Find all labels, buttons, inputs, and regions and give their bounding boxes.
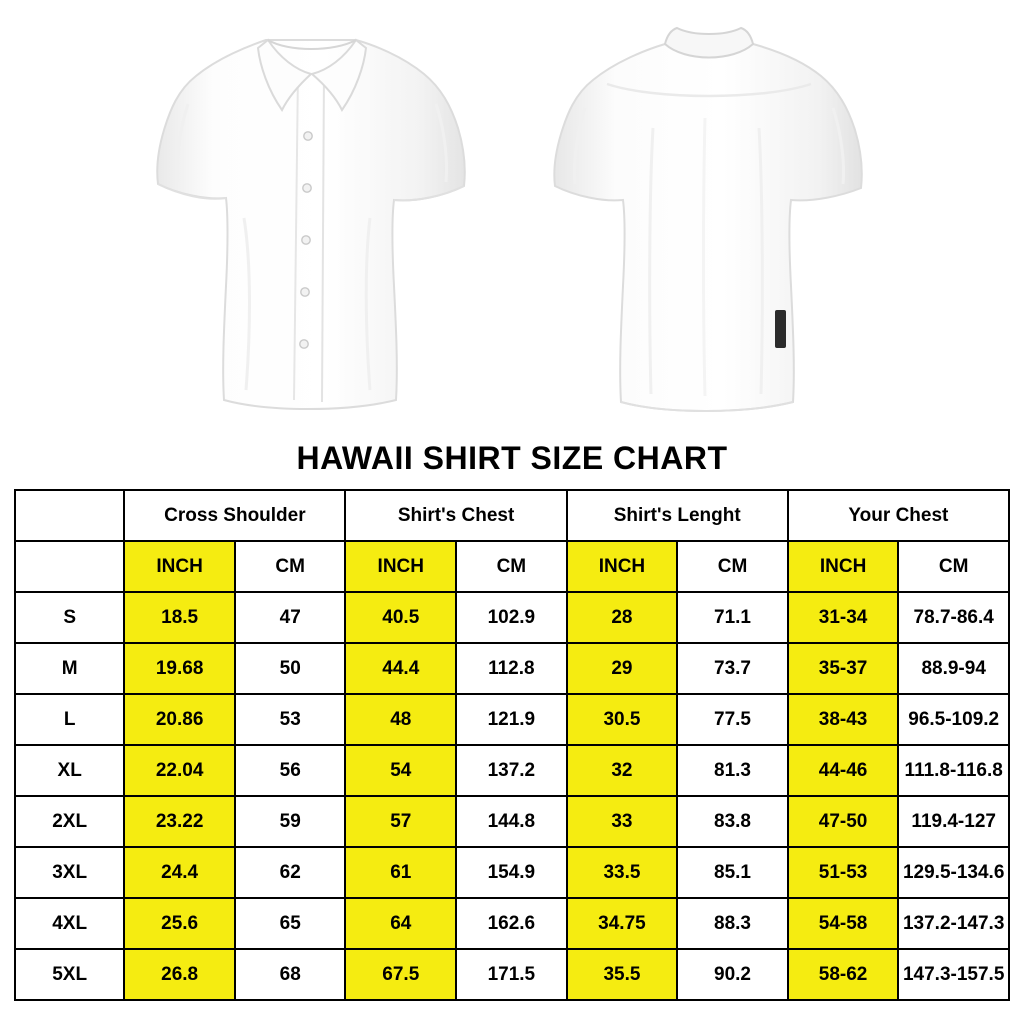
- cell-your-chest-cm: 88.9-94: [898, 643, 1009, 694]
- group-header-shirts-length: Shirt's Lenght: [567, 490, 788, 541]
- cell-your-chest-inch: 38-43: [788, 694, 899, 745]
- cell-length-inch: 30.5: [567, 694, 678, 745]
- cell-chest-cm: 137.2: [456, 745, 567, 796]
- cell-length-inch: 35.5: [567, 949, 678, 1000]
- table-row: [15, 796, 1009, 847]
- cell-length-inch: 33.5: [567, 847, 678, 898]
- cell-cross-shoulder-inch: 25.6: [124, 898, 235, 949]
- shirt-front-view: [148, 18, 478, 418]
- row-size-label: XL: [15, 745, 124, 796]
- group-header-cross-shoulder: Cross Shoulder: [124, 490, 345, 541]
- shirt-illustrations: [0, 0, 1024, 440]
- unit-header-your-chest-inch: INCH: [788, 541, 899, 592]
- row-size-label: M: [15, 643, 124, 694]
- cell-cross-shoulder-cm: 50: [235, 643, 346, 694]
- group-header-your-chest: Your Chest: [788, 490, 1009, 541]
- table-unit-header-row: [15, 541, 1009, 592]
- unit-header-cross-shoulder-cm: CM: [235, 541, 346, 592]
- cell-length-cm: 77.5: [677, 694, 788, 745]
- cell-your-chest-inch: 44-46: [788, 745, 899, 796]
- cell-cross-shoulder-inch: 18.5: [124, 592, 235, 643]
- cell-length-inch: 29: [567, 643, 678, 694]
- row-size-label: S: [15, 592, 124, 643]
- table-group-header-row: [15, 490, 1009, 541]
- row-size-label: 4XL: [15, 898, 124, 949]
- shirt-back-view: [545, 18, 875, 418]
- cell-your-chest-inch: 51-53: [788, 847, 899, 898]
- cell-cross-shoulder-inch: 26.8: [124, 949, 235, 1000]
- cell-chest-cm: 102.9: [456, 592, 567, 643]
- cell-length-inch: 32: [567, 745, 678, 796]
- cell-cross-shoulder-cm: 56: [235, 745, 346, 796]
- cell-length-cm: 85.1: [677, 847, 788, 898]
- cell-length-inch: 33: [567, 796, 678, 847]
- cell-your-chest-cm: 119.4-127: [898, 796, 1009, 847]
- cell-length-cm: 83.8: [677, 796, 788, 847]
- cell-length-cm: 71.1: [677, 592, 788, 643]
- cell-your-chest-cm: 111.8-116.8: [898, 745, 1009, 796]
- cell-length-inch: 28: [567, 592, 678, 643]
- group-header-shirts-chest: Shirt's Chest: [345, 490, 566, 541]
- cell-cross-shoulder-inch: 23.22: [124, 796, 235, 847]
- size-table-wrapper: [0, 489, 1024, 1001]
- table-row: [15, 847, 1009, 898]
- cell-your-chest-cm: 78.7-86.4: [898, 592, 1009, 643]
- cell-chest-inch: 61: [345, 847, 456, 898]
- cell-chest-inch: 40.5: [345, 592, 456, 643]
- cell-chest-inch: 64: [345, 898, 456, 949]
- cell-chest-inch: 67.5: [345, 949, 456, 1000]
- table-row: [15, 592, 1009, 643]
- row-size-label: 5XL: [15, 949, 124, 1000]
- cell-cross-shoulder-cm: 65: [235, 898, 346, 949]
- table-row: [15, 949, 1009, 1000]
- cell-your-chest-inch: 47-50: [788, 796, 899, 847]
- unit-header-your-chest-cm: CM: [898, 541, 1009, 592]
- cell-length-inch: 34.75: [567, 898, 678, 949]
- cell-your-chest-inch: 35-37: [788, 643, 899, 694]
- unit-header-length-inch: INCH: [567, 541, 678, 592]
- cell-your-chest-inch: 54-58: [788, 898, 899, 949]
- cell-cross-shoulder-cm: 53: [235, 694, 346, 745]
- shirt-front-icon: [148, 18, 478, 418]
- cell-your-chest-cm: 129.5-134.6: [898, 847, 1009, 898]
- cell-cross-shoulder-cm: 68: [235, 949, 346, 1000]
- table-row: [15, 694, 1009, 745]
- cell-your-chest-cm: 137.2-147.3: [898, 898, 1009, 949]
- cell-cross-shoulder-inch: 19.68: [124, 643, 235, 694]
- unit-header-chest-inch: INCH: [345, 541, 456, 592]
- cell-cross-shoulder-cm: 59: [235, 796, 346, 847]
- unit-header-cross-shoulder-inch: INCH: [124, 541, 235, 592]
- cell-your-chest-cm: 96.5-109.2: [898, 694, 1009, 745]
- cell-your-chest-inch: 31-34: [788, 592, 899, 643]
- cell-chest-cm: 112.8: [456, 643, 567, 694]
- cell-length-cm: 90.2: [677, 949, 788, 1000]
- unit-header-length-cm: CM: [677, 541, 788, 592]
- cell-length-cm: 73.7: [677, 643, 788, 694]
- cell-chest-cm: 171.5: [456, 949, 567, 1000]
- row-size-label: 2XL: [15, 796, 124, 847]
- cell-chest-inch: 48: [345, 694, 456, 745]
- cell-chest-cm: 121.9: [456, 694, 567, 745]
- table-row: [15, 745, 1009, 796]
- cell-cross-shoulder-inch: 20.86: [124, 694, 235, 745]
- row-size-label: L: [15, 694, 124, 745]
- unit-header-blank: [15, 541, 124, 592]
- cell-cross-shoulder-cm: 62: [235, 847, 346, 898]
- cell-length-cm: 88.3: [677, 898, 788, 949]
- cell-length-cm: 81.3: [677, 745, 788, 796]
- cell-chest-cm: 154.9: [456, 847, 567, 898]
- cell-cross-shoulder-cm: 47: [235, 592, 346, 643]
- table-corner-cell: [15, 490, 124, 541]
- unit-header-chest-cm: CM: [456, 541, 567, 592]
- table-row: [15, 643, 1009, 694]
- page-title: HAWAII SHIRT SIZE CHART: [296, 440, 728, 476]
- size-chart-table: [14, 489, 1010, 1001]
- cell-chest-cm: 144.8: [456, 796, 567, 847]
- cell-cross-shoulder-inch: 22.04: [124, 745, 235, 796]
- cell-chest-cm: 162.6: [456, 898, 567, 949]
- cell-chest-inch: 57: [345, 796, 456, 847]
- shirt-back-icon: [545, 18, 875, 418]
- cell-your-chest-inch: 58-62: [788, 949, 899, 1000]
- cell-chest-inch: 44.4: [345, 643, 456, 694]
- cell-chest-inch: 54: [345, 745, 456, 796]
- cell-cross-shoulder-inch: 24.4: [124, 847, 235, 898]
- row-size-label: 3XL: [15, 847, 124, 898]
- cell-your-chest-cm: 147.3-157.5: [898, 949, 1009, 1000]
- table-row: [15, 898, 1009, 949]
- brand-label: [775, 310, 786, 348]
